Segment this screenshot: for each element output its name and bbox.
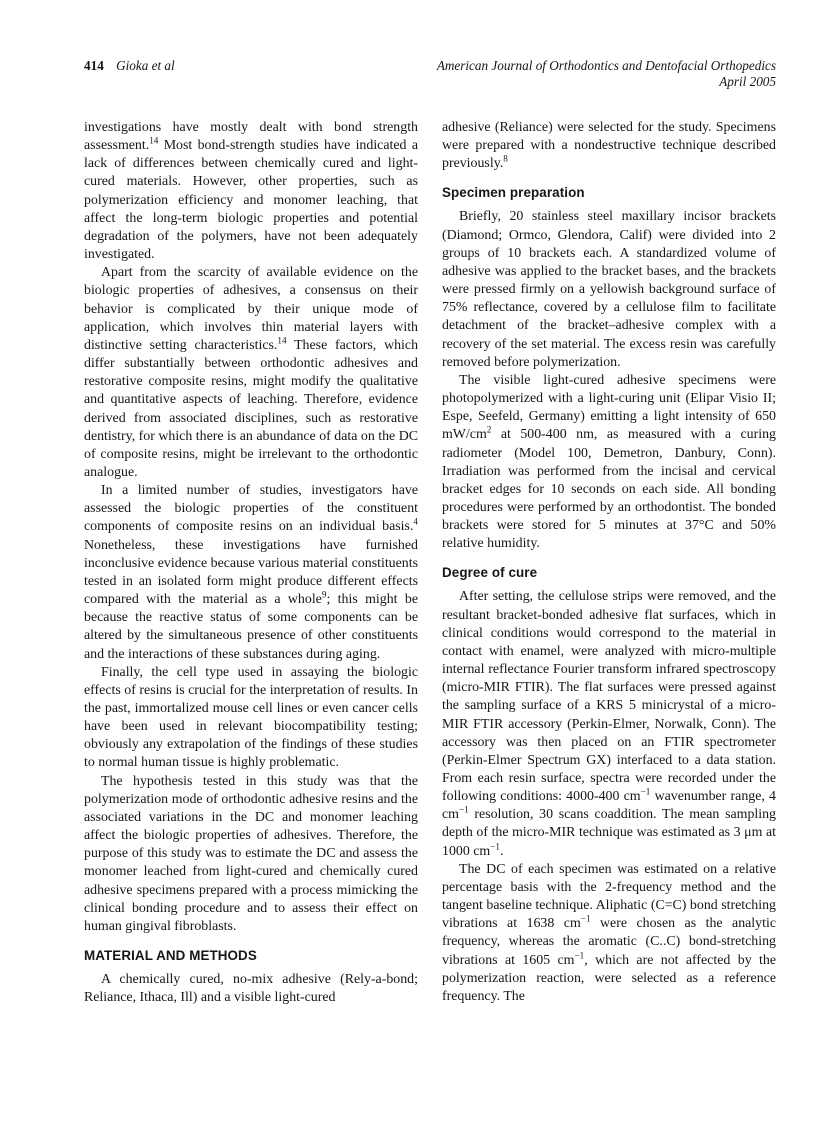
running-header-left <box>84 58 175 74</box>
page-number: 414 <box>84 58 104 73</box>
subsection-heading: Degree of cure <box>442 565 538 581</box>
paragraph: The DC of each specimen was estimated on a relative percentage basis with the 2-frequency method and the tangent baseline technique. Aliphatic (C=C) bond stretching vibrations at 1638 $cm^{-1}$ were chosen as the analytic frequency, whereas the aromatic (C..C) bond-stretching vibrations at 1605 $cm^{-1}$, which are not affected by the polymerization reaction, were selected as a reference frequency. The <box>442 861 776 1004</box>
left-column <box>84 119 418 1007</box>
superscript: 4 <box>413 516 418 527</box>
subsection-heading: Specimen preparation <box>442 185 585 201</box>
superscript: 8 <box>503 153 508 164</box>
paragraph: Briefly, 20 stainless steel maxillary incisor brackets (Diamond; Ormco, Glendora, Calif) were divided into 2 groups of 10 brackets each. A standardized volume of adhesive was applied to the bracket bases, and the brackets were pressed firmly on a yellowish background surface of 75% reflectance, covered by a cellulose film to facilitate detachment of the bracket–adhesive complex with a recovery of the set material. The excess resin was carefully removed before polymerization. <box>442 209 776 370</box>
running-header-right <box>437 58 776 89</box>
superscript: 14 <box>149 135 159 146</box>
running-header <box>84 58 776 89</box>
superscript: −1 <box>580 913 591 924</box>
superscript: −1 <box>574 949 585 960</box>
journal-title: American Journal of Orthodontics and Dentofacial Orthopedics <box>436 58 776 73</box>
superscript: 9 <box>321 589 327 600</box>
paragraph: After setting, the cellulose strips were removed, and the resultant bracket-bonded adhesive flat surfaces, which in clinical conditions would correspond to the material in contact with enamel, were analyzed with micro-multiple internal reflectance Fourier transform infrared spectroscopy (micro-MIR FTIR). The flat surfaces were pressed against the sampling surface of a KRS 5 minicrystal of a micro-MIR FTIR accessory (Perkin-Elmer, Norwalk, Conn). The accessory was then placed on an FTIR spectrometer (Perkin-Elmer Spectrum GX) interfaced to a data station. From each resin surface, spectra were recorded under the following conditions: 4000-400 $cm^{-1}$ wavenumber range, 4 $cm^{-1}$ resolution, 30 scans coaddition. The mean sampling depth of the micro-MIR technique was estimated as 3 μm at 1000 $cm^{-1}$. <box>442 589 776 859</box>
paragraph: investigations have mostly dealt with bond strength assessment.$^{14}$ Most bond-strength studies have indicated a lack of differences between chemically cured and light-cured materials. However, other properties, such as polymerization efficiency and monomer leaching, that affect the long-term biologic properties and potential degradation of the polymers, have not been adequately investigated. <box>84 120 418 263</box>
paragraph: adhesive (Reliance) were selected for the study. Specimens were prepared with a nondestructive technique described previously.$^8$ <box>442 120 776 172</box>
paragraph: The hypothesis tested in this study was that the polymerization mode of orthodontic adhesive resins and the associated variations in the DC and monomer leaching affect the biologic properties of adhesives. Therefore, the purpose of this study was to estimate the DC and assess the monomer leached from light-cured and chemically cured adhesive specimens prepared with a process mimicking the clinical bonding procedure and to assess their effect on human gingival fibroblasts. <box>84 773 418 934</box>
paragraph: The visible light-cured adhesive specimens were photopolymerized with a light-curing unit (Elipar Visio II; Espe, Seefeld, Germany) emitting a light intensity of 650 $mW/cm^2$ at 500-400 nm, as measured with a curing radiometer (Model 100, Demetron, Danbury, Conn). Irradiation was performed from the incisal and cervical bracket edges for 10 seconds on each side. All bonding procedures were performed by an orthodontist. The bonded brackets were stored for 5 minutes at 37°C and 50% relative humidity. <box>442 372 776 552</box>
superscript: 14 <box>277 335 287 346</box>
paragraph: A chemically cured, no-mix adhesive (Rely-a-bond; Reliance, Ithaca, Ill) and a visible light-cured <box>84 972 418 1006</box>
superscript: −1 <box>458 804 469 815</box>
superscript: −1 <box>490 841 500 851</box>
superscript: 2 <box>486 424 492 435</box>
article-body <box>84 119 776 1007</box>
right-column <box>442 119 776 1007</box>
running-authors: Gioka et al <box>116 58 175 73</box>
paragraph: Finally, the cell type used in assaying the biologic effects of resins is crucial for the interpretation of results. In the past, immortalized mouse cell lines or even cancer cells have been used in relevant biocompatibility testing; obviously any extrapolation of the findings of these studies to normal human tissue is highly problematic. <box>84 664 418 771</box>
issue-date: April 2005 <box>719 73 776 89</box>
paragraph: Apart from the scarcity of available evidence on the biologic properties of adhesives, a consensus on their behavior is complicated by their unique mode of application, which involves thin material layers with distinctive setting characteristics.$^{14}$ These factors, which differ substantially between orthodontic adhesives and restorative composite resins, might modify the qualitative and quantitative aspects of leaching. Therefore, evidence derived from associated disciplines, such as restorative dentistry, for which there is an abundance of data on the DC of composite resins, might be irrelevant to the orthodontic analogue. <box>84 265 419 480</box>
paragraph: In a limited number of studies, investigators have assessed the biologic properties of the constituent components of composite resins on an individual basis.$^4$ Nonetheless, these investigations have furnished inconclusive evidence because various material constituents tested in an isolated form might produce different effects compared with the material as a whole$^9$; this might be because the reactive status of some components can be altered by the simultaneous presence of other constituents and the interactions of these substances during aging. <box>84 483 419 662</box>
section-heading: MATERIAL AND METHODS <box>84 948 257 964</box>
superscript: −1 <box>640 786 651 797</box>
